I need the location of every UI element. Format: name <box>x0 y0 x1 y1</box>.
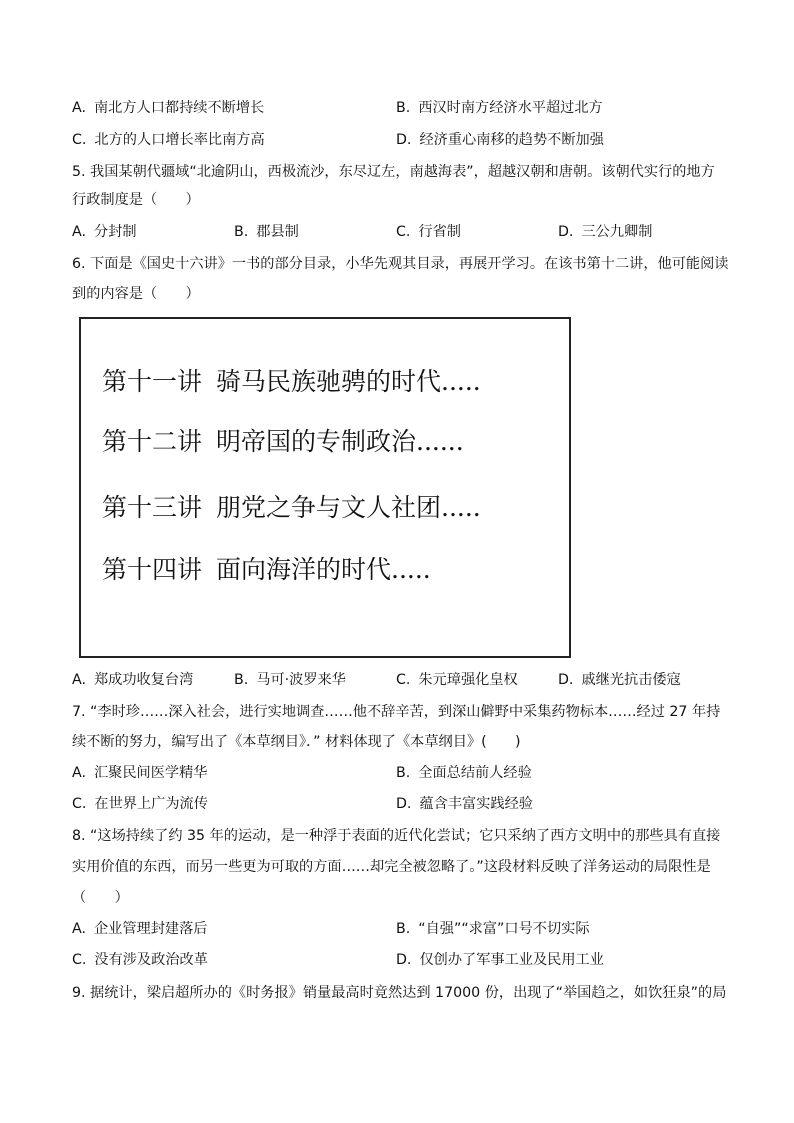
q6-option-a <box>72 670 193 690</box>
q6-stem-line-1: 6. 下面是《国史十六讲》一书的部分目录，小华先观其目录，再展开学习。在该书第十二讲，他可能阅读 <box>72 256 729 272</box>
q7-option-c <box>72 794 208 814</box>
option-letter: B. <box>396 765 411 781</box>
q8-stem-line-1: 8. “这场持续了约 35 年的运动，是一种浮于表面的近代化尝试；它只采纳了西方文明中的那些具有直接 <box>72 828 721 844</box>
option-text: 朱元璋强化皇权 <box>418 672 518 688</box>
option-text: 西汉时南方经济水平超过北方 <box>418 100 603 116</box>
option-letter: B. <box>234 672 249 688</box>
option-text: 南北方人口都持续不断增长 <box>93 100 265 116</box>
option-text: 蕴含丰富实践经验 <box>419 796 533 812</box>
option-letter: A. <box>72 100 86 116</box>
q8-option-a <box>72 919 207 939</box>
toc-figure <box>79 317 571 658</box>
option-letter: D. <box>558 224 574 240</box>
option-text: 仅创办了军事工业及民用工业 <box>419 952 604 968</box>
option-text: 企业管理封建落后 <box>93 921 208 937</box>
q4-option-d <box>396 130 604 150</box>
q8-stem-line-2: 实用价值的东西，而另一些更为可取的方面……却完全被忽略了。”这段材料反映了洋务运动的局限性是 <box>72 859 711 875</box>
q4-option-b <box>396 98 603 118</box>
q5-option-b <box>234 222 299 242</box>
toc-chapter: 第十四讲 <box>102 555 203 584</box>
option-letter: C. <box>72 952 87 968</box>
option-letter: D. <box>396 132 412 148</box>
option-letter: B. <box>234 224 249 240</box>
q5-option-d <box>558 222 652 242</box>
option-letter: C. <box>396 672 411 688</box>
q8-option-b <box>396 919 590 939</box>
option-text: 行省制 <box>418 224 461 240</box>
q7-stem-line-1: 7. “李时珍……深入社会，进行实地调查……他不辞辛苦，到深山僻野中采集药物标本……经过 27 年持 <box>72 704 721 720</box>
option-letter: A. <box>72 672 86 688</box>
q8-option-c <box>72 950 208 970</box>
toc-line-11 <box>102 365 481 399</box>
option-text: 没有涉及政治改革 <box>94 952 208 968</box>
q6-option-b <box>234 670 346 690</box>
toc-chapter: 第十二讲 <box>102 427 203 456</box>
q5-stem-line-1: 5. 我国某朝代疆域“北逾阴山，西极流沙，东尽辽左，南越海表”，超越汉朝和唐朝。该朝代实行的地方 <box>72 164 715 180</box>
option-letter: C. <box>396 224 411 240</box>
q7-option-b <box>396 763 532 783</box>
option-text: 戚继光抗击倭寇 <box>581 672 681 688</box>
toc-line-12 <box>102 425 464 459</box>
option-text: 马可·波罗来华 <box>256 672 346 688</box>
option-letter: C. <box>72 132 87 148</box>
q5-option-a <box>72 222 137 242</box>
q5-option-c <box>396 222 461 242</box>
toc-title: 面向海洋的时代..... <box>216 555 431 584</box>
option-text: 汇聚民间医学精华 <box>93 765 208 781</box>
q9-stem-line-1: 9. 据统计，梁启超所办的《时务报》销量最高时竟然达到 17000 份，出现了“举国趋之，如饮狂泉”的局 <box>72 985 727 1001</box>
option-text: “自强”“求富”口号不切实际 <box>418 921 590 937</box>
toc-chapter: 第十一讲 <box>102 367 203 396</box>
option-letter: D. <box>396 796 412 812</box>
q6-option-c <box>396 670 518 690</box>
option-text: 北方的人口增长率比南方高 <box>94 132 265 148</box>
q7-option-d <box>396 794 533 814</box>
toc-line-14 <box>102 553 431 587</box>
q7-option-a <box>72 763 207 783</box>
toc-line-13 <box>102 491 481 525</box>
option-text: 三公九卿制 <box>581 224 653 240</box>
option-letter: A. <box>72 224 86 240</box>
q8-stem-line-3: （ ） <box>72 890 129 906</box>
option-text: 郡县制 <box>256 224 299 240</box>
option-letter: C. <box>72 796 87 812</box>
toc-title: 明帝国的专制政治...... <box>216 427 464 456</box>
q6-stem-line-2: 到的内容是（ ） <box>72 286 200 302</box>
q8-option-d <box>396 950 604 970</box>
option-letter: A. <box>72 921 86 937</box>
option-text: 在世界上广为流传 <box>94 796 208 812</box>
q5-stem-line-2: 行政制度是（ ） <box>72 192 200 208</box>
option-text: 经济重心南移的趋势不断加强 <box>419 132 604 148</box>
q4-option-c <box>72 130 265 150</box>
option-text: 郑成功收复台湾 <box>93 672 194 688</box>
option-letter: D. <box>396 952 412 968</box>
toc-title: 朋党之争与文人社团..... <box>216 493 481 522</box>
toc-title: 骑马民族驰骋的时代..... <box>216 367 481 396</box>
option-letter: D. <box>558 672 574 688</box>
option-text: 分封制 <box>93 224 137 240</box>
q4-option-a <box>72 98 264 118</box>
toc-chapter: 第十三讲 <box>102 493 203 522</box>
q6-option-d <box>558 670 681 690</box>
q7-stem-line-2: 续不断的努力，编写出了《本草纲目》．” 材料体现了《本草纲目》( ) <box>72 734 521 750</box>
option-letter: A. <box>72 765 86 781</box>
option-text: 全面总结前人经验 <box>418 765 532 781</box>
option-letter: B. <box>396 921 411 937</box>
option-letter: B. <box>396 100 411 116</box>
